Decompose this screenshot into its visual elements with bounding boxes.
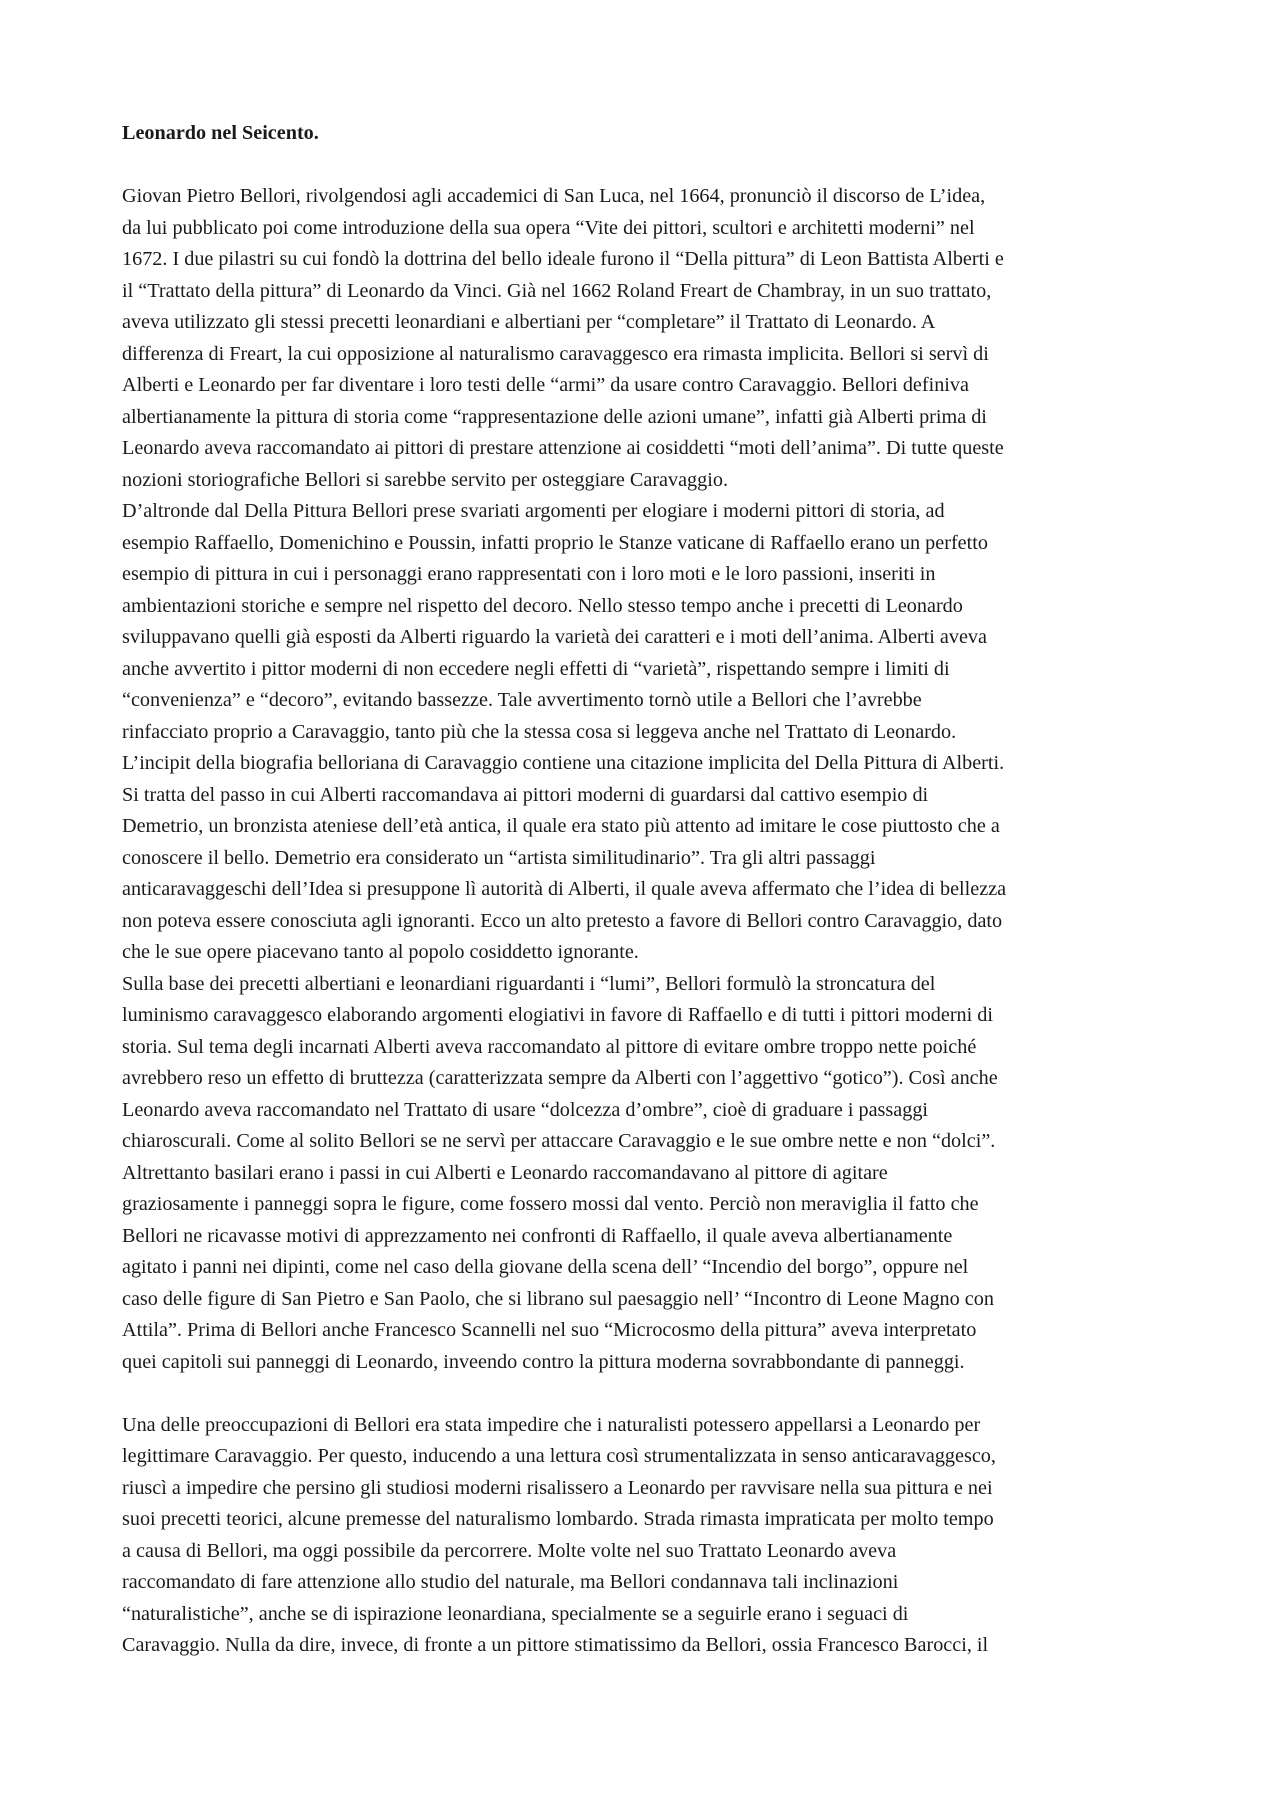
text-line: Caravaggio. Nulla da dire, invece, di fronte a un pittore stimatissimo da Bellori, ossia Francesco Barocci, il [122, 1634, 989, 1656]
text-line: agitato i panni nei dipinti, come nel caso della giovane della scena dell’ “Incendio del borgo”, oppure nel [122, 1256, 969, 1278]
paragraph [122, 748, 1162, 969]
text-line: Bellori ne ricavasse motivi di apprezzamento nei confronti di Raffaello, il quale aveva albertianamente [122, 1224, 953, 1247]
text-line: legittimare Caravaggio. Per questo, inducendo a una lettura così strumentalizzata in senso anticaravaggesco, [122, 1445, 996, 1467]
paragraph [122, 1410, 1162, 1662]
text-line: Giovan Pietro Bellori, rivolgendosi agli accademici di San Luca, nel 1664, pronunciò il discorso de L’idea, [122, 185, 986, 207]
text-line: il “Trattato della pittura” di Leonardo da Vinci. Già nel 1662 Roland Freart de Chambray, in un suo trattato, [122, 279, 992, 302]
text-line: luminismo caravaggesco elaborando argomenti elogiativi in favore di Raffaello e di tutti i pittori moderni di [122, 1004, 994, 1026]
paragraph [122, 969, 1162, 1379]
paragraph [122, 181, 1162, 496]
text-line: aveva utilizzato gli stessi precetti leonardiani e albertiani per “completare” il Trattato di Leonardo. A [122, 311, 936, 333]
text-line: albertianamente la pittura di storia come “rappresentazione delle azioni umane”, infatti già Alberti prima di [122, 405, 987, 428]
text-line: D’altronde dal Della Pittura Bellori prese svariati argomenti per elogiare i moderni pittori di storia, ad [122, 500, 945, 522]
text-line: che le sue opere piacevano tanto al popolo cosiddetto ignorante. [122, 941, 639, 963]
text-line: anticaravaggeschi dell’Idea si presuppone lì autorità di Alberti, il quale aveva affermato che l’idea di bellezza [122, 878, 1007, 900]
text-line: quei capitoli sui panneggi di Leonardo, inveendo contro la pittura moderna sovrabbondante di panneggi. [122, 1350, 965, 1373]
text-line: 1672. I due pilastri su cui fondò la dottrina del bello ideale furono il “Della pittura” di Leon Battista Alberti e [122, 248, 1004, 270]
text-line: da lui pubblicato poi come introduzione della sua opera “Vite dei pittori, scultori e architetti moderni” nel [122, 216, 975, 239]
text-line: conoscere il bello. Demetrio era considerato un “artista similitudinario”. Tra gli altri passaggi [122, 846, 876, 869]
text-line: Una delle preoccupazioni di Bellori era stata impedire che i naturalisti potessero appellarsi a Leonardo per [122, 1413, 981, 1436]
text-line: ambientazioni storiche e sempre nel rispetto del decoro. Nello stesso tempo anche i precetti di Leonardo [122, 594, 963, 617]
text-line: Attila”. Prima di Bellori anche Francesco Scannelli nel suo “Microcosmo della pittura” aveva interpretato [122, 1319, 977, 1341]
text-line: graziosamente i panneggi sopra le figure, come fossero mossi dal vento. Perciò non meraviglia il fatto che [122, 1193, 979, 1215]
text-line: suoi precetti teorici, alcune premesse del naturalismo lombardo. Strada rimasta impraticata per molto tempo [122, 1508, 994, 1530]
text-line: “convenienza” e “decoro”, evitando bassezze. Tale avvertimento tornò utile a Bellori che l’avrebbe [122, 689, 922, 711]
document-title: Leonardo nel Seicento. [122, 122, 319, 144]
text-line: Leonardo aveva raccomandato nel Trattato di usare “dolcezza d’ombre”, cioè di graduare i passaggi [122, 1098, 929, 1121]
text-line: Si tratta del passo in cui Alberti raccomandava ai pittori moderni di guardarsi dal cattivo esempio di [122, 783, 929, 806]
text-line: storia. Sul tema degli incarnati Alberti aveva raccomandato al pittore di evitare ombre troppo nette poiché [122, 1035, 977, 1058]
text-line: “naturalistiche”, anche se di ispirazione leonardiana, specialmente se a seguirle erano i seguaci di [122, 1602, 909, 1625]
text-line: caso delle figure di San Pietro e San Paolo, che si librano sul paesaggio nell’ “Incontro di Leone Magno con [122, 1287, 994, 1310]
text-line: nozioni storiografiche Bellori si sarebbe servito per osteggiare Caravaggio. [122, 468, 728, 491]
text-line: L’incipit della biografia belloriana di Caravaggio contiene una citazione implicita del Della Pittura di Alberti. [122, 752, 1005, 774]
text-line: non poteva essere conosciuta agli ignoranti. Ecco un alto pretesto a favore di Bellori contro Caravaggio, dato [122, 909, 1003, 932]
text-line: Sulla base dei precetti albertiani e leonardiani riguardanti i “lumi”, Bellori formulò la stroncatura del [122, 972, 936, 995]
text-line: esempio di pittura in cui i personaggi erano rappresentati con i loro moti e le loro passioni, inseriti in [122, 563, 936, 585]
text-line: esempio Raffaello, Domenichino e Poussin, infatti proprio le Stanze vaticane di Raffaello erano un perfetto [122, 531, 988, 554]
text-line: avrebbero reso un effetto di bruttezza (caratterizzata sempre da Alberti con l’aggettivo “gotico”). Così anche [122, 1067, 998, 1089]
paragraph [122, 496, 1162, 748]
text-line: raccomandato di fare attenzione allo studio del naturale, ma Bellori condannava tali inclinazioni [122, 1571, 899, 1593]
document-page [122, 118, 1162, 1662]
document-body [122, 181, 1162, 1662]
text-line: differenza di Freart, la cui opposizione al naturalismo caravaggesco era rimasta implicita. Bellori si servì di [122, 342, 989, 365]
text-line: Alberti e Leonardo per far diventare i loro testi delle “armi” da usare contro Caravaggio. Bellori definiva [122, 374, 969, 396]
text-line: rinfacciato proprio a Caravaggio, tanto più che la stessa cosa si leggeva anche nel Trattato di Leonardo. [122, 720, 957, 743]
text-line: Leonardo aveva raccomandato ai pittori di prestare attenzione ai cosiddetti “moti dell’anima”. Di tutte queste [122, 437, 1004, 459]
text-line: Altrettanto basilari erano i passi in cui Alberti e Leonardo raccomandavano al pittore di agitare [122, 1161, 888, 1184]
text-line: sviluppavano quelli già esposti da Alberti riguardo la varietà dei caratteri e i moti dell’anima. Alberti aveva [122, 626, 987, 648]
text-line: a causa di Bellori, ma oggi possibile da percorrere. Molte volte nel suo Trattato Leonardo aveva [122, 1539, 897, 1562]
text-line: Demetrio, un bronzista ateniese dell’età antica, il quale era stato più attento ad imitare le cose piuttosto che a [122, 815, 1000, 837]
text-line: anche avvertito i pittor moderni di non eccedere negli effetti di “varietà”, rispettando sempre i limiti di [122, 657, 950, 680]
text-line: riuscì a impedire che persino gli studiosi moderni risalissero a Leonardo per ravvisare nella sua pittura e nei [122, 1476, 993, 1499]
text-line: chiaroscurali. Come al solito Bellori se ne servì per attaccare Caravaggio e le sue ombre nette e non “dolci”. [122, 1130, 996, 1152]
